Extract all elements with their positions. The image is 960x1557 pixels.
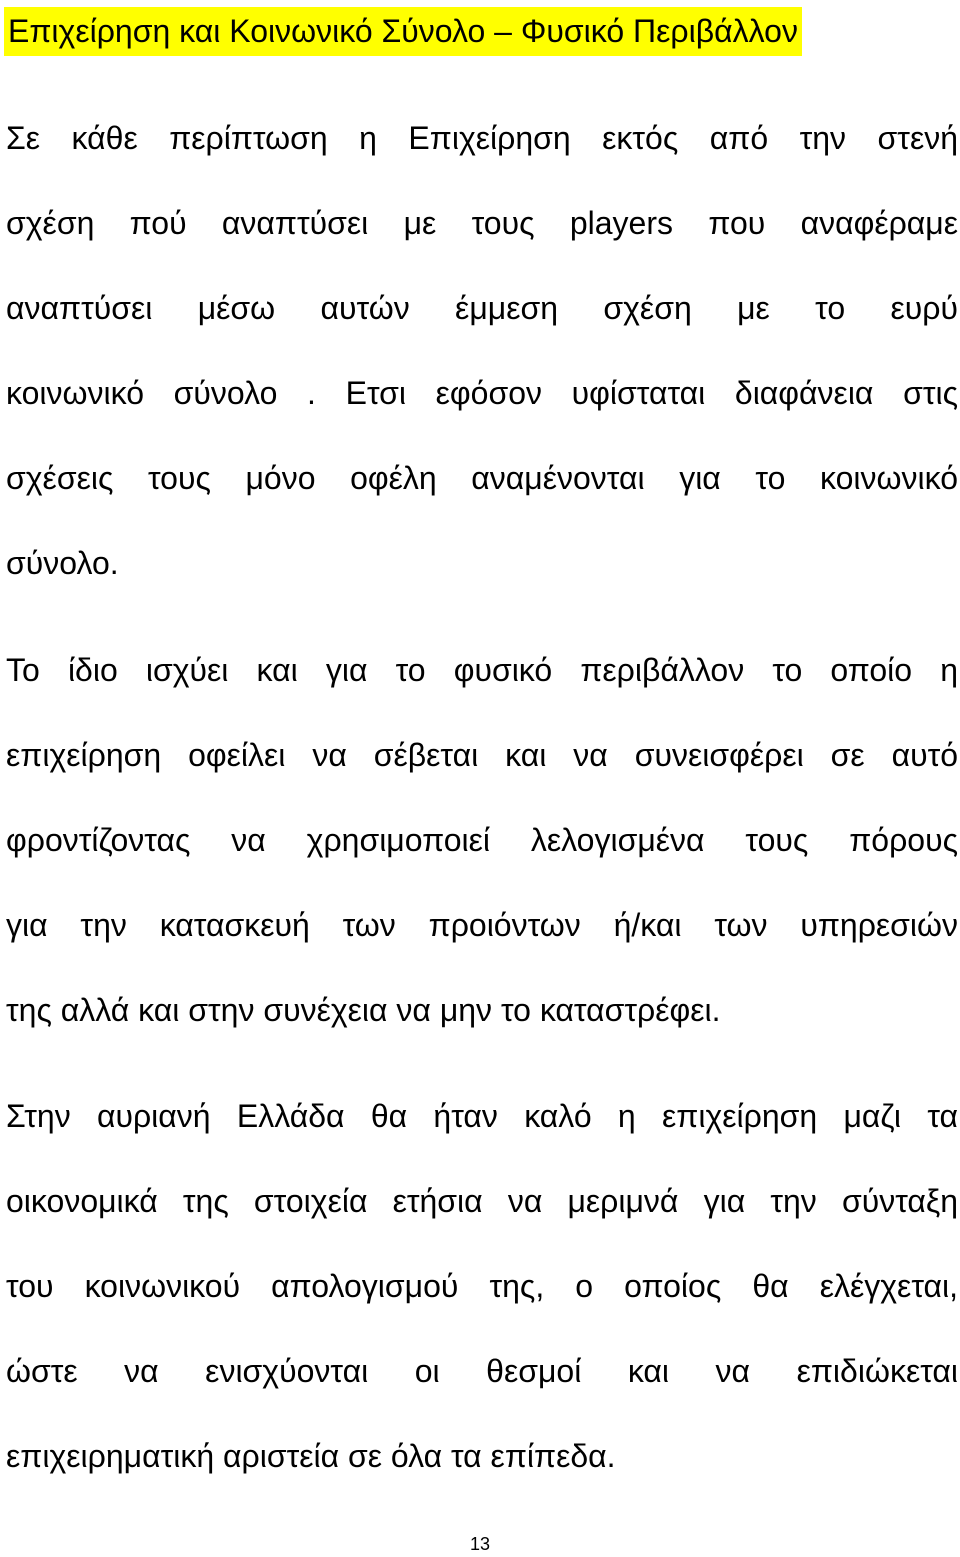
paragraph-line: φροντίζοντας να χρησιμοποιεί λελογισμένα τους πόρους xyxy=(6,822,958,858)
paragraph-line: σύνολο. xyxy=(6,545,119,581)
paragraph-line: επιχείρηση οφείλει να σέβεται και να συνεισφέρει σε αυτό xyxy=(6,737,958,773)
paragraph-1 xyxy=(6,96,958,606)
paragraph-2 xyxy=(6,628,958,1053)
paragraph-line: αναπτύσει μέσω αυτών έμμεση σχέση με το ευρύ xyxy=(6,290,958,326)
paragraph-line: οικονομικά της στοιχεία ετήσια να μεριμνά για την σύνταξη xyxy=(6,1183,958,1219)
paragraph-line: για την κατασκευή των προιόντων ή/και των υπηρεσιών xyxy=(6,907,958,943)
paragraph-line: Σε κάθε περίπτωση η Επιχείρηση εκτός από την στενή xyxy=(6,120,958,156)
paragraph-line: του κοινωνικού απολογισμού της, ο οποίος θα ελέγχεται, xyxy=(6,1268,958,1304)
paragraph-line: Στην αυριανή Ελλάδα θα ήταν καλό η επιχείρηση μαζι τα xyxy=(6,1098,958,1134)
paragraph-line: κοινωνικό σύνολο . Ετσι εφόσον υφίσταται διαφάνεια στις xyxy=(6,375,958,411)
section-heading: Επιχείρηση και Κοινωνικό Σύνολο – Φυσικό Περιβάλλον xyxy=(4,7,802,56)
paragraph-line: επιχειρηματική αριστεία σε όλα τα επίπεδα. xyxy=(6,1438,616,1474)
page-number: 13 xyxy=(469,1534,491,1554)
paragraph-line: ώστε να ενισχύονται οι θεσμοί και να επιδιώκεται xyxy=(6,1353,958,1389)
paragraph-line: σχέση πού αναπτύσει με τους players που αναφέραμε xyxy=(6,205,958,241)
paragraph-line: σχέσεις τους μόνο οφέλη αναμένονται για το κοινωνικό xyxy=(6,460,958,496)
paragraph-line: της αλλά και στην συνέχεια να μην το καταστρέφει. xyxy=(6,992,721,1028)
paragraph-line: Το ίδιο ισχύει και για το φυσικό περιβάλλον το οποίο η xyxy=(6,652,958,688)
paragraph-3 xyxy=(6,1074,958,1499)
